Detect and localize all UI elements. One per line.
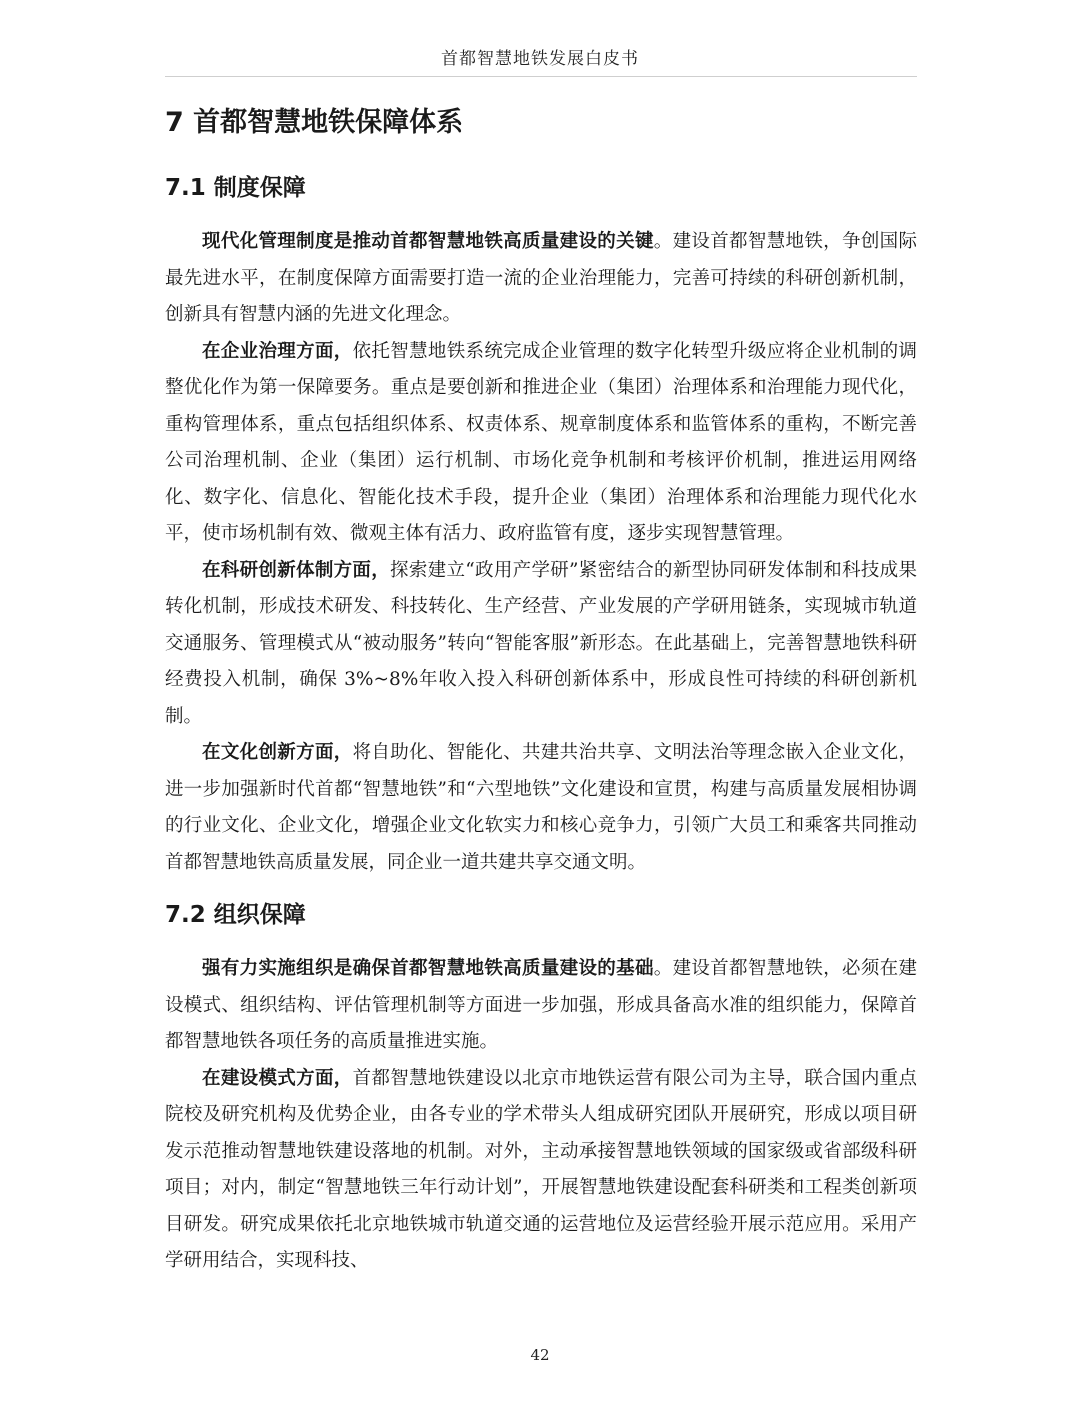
paragraph-text: 将自助化、智能化、共建共治共享、文明法治等理念嵌入企业文化，进一步加强新时代首都“智慧地铁”和“六型地铁”文化建设和宣贯，构建与高质量发展相协调的行业文化、企业文化，增强企业文化软实力和核心竞争力，引领广大员工和乘客共同推动首都智慧地铁高质量发展，同企业一道共建共享交通文明。	[165, 742, 917, 873]
paragraph-text: 。建设首都智慧地铁，必须在建设模式、组织结构、评估管理机制等方面进一步加强，形成具备高水准的组织能力，保障首都智慧地铁各项任务的高质量推进实施。	[165, 958, 917, 1052]
paragraph-lead: 在企业治理方面，	[202, 340, 353, 362]
paragraph	[165, 735, 917, 881]
section-title-7-1: 7.1 制度保障	[165, 175, 306, 201]
paragraph-lead: 在科研创新体制方面，	[202, 559, 391, 581]
chapter-title: 7 首都智慧地铁保障体系	[165, 107, 464, 138]
section-body-7-2	[165, 951, 917, 1280]
paragraph-lead: 强有力实施组织是确保首都智慧地铁高质量建设的基础	[202, 958, 654, 979]
page-content	[165, 100, 917, 1280]
paragraph-lead: 在文化创新方面，	[202, 742, 353, 763]
paragraph-text: 。建设首都智慧地铁，争创国际最先进水平，在制度保障方面需要打造一流的企业治理能力，完善可持续的科研创新机制，创新具有智慧内涵的先进文化理念。	[165, 231, 917, 325]
section-title-7-2: 7.2 组织保障	[165, 902, 306, 928]
paragraph-lead: 现代化管理制度是推动首都智慧地铁高质量建设的关键	[202, 231, 654, 252]
section-body-7-1	[165, 224, 917, 881]
paragraph-text: 依托智慧地铁系统完成企业管理的数字化转型升级应将企业机制的调整优化作为第一保障要务。重点是要创新和推进企业（集团）治理体系和治理能力现代化，重构管理体系，重点包括组织体系、权责体系、规章制度体系和监管体系的重构，不断完善公司治理机制、企业（集团）运行机制、市场化竞争机制和考核评价机制，推进运用网络化、数字化、信息化、智能化技术手段，提升企业（集团）治理体系和治理能力现代化水平，使市场机制有效、微观主体有活力、政府监管有度，逐步实现智慧管理。	[165, 340, 917, 544]
page-number: 42	[530, 1346, 550, 1364]
paragraph	[165, 224, 917, 334]
header-divider	[165, 76, 917, 77]
paragraph-text: 首都智慧地铁建设以北京市地铁运营有限公司为主导，联合国内重点院校及研究机构及优势企业，由各专业的学术带头人组成研究团队开展研究，形成以项目研发示范推动智慧地铁建设落地的机制。对外，主动承接智慧地铁领域的国家级或省部级科研项目；对内，制定“智慧地铁三年行动计划”，开展智慧地铁建设配套科研类和工程类创新项目研发。研究成果依托北京地铁城市轨道交通的运营地位及运营经验开展示范应用。采用产学研用结合，实现科技、	[165, 1067, 917, 1271]
paragraph	[165, 951, 917, 1061]
paragraph	[165, 1061, 917, 1280]
paragraph-lead: 在建设模式方面，	[202, 1067, 353, 1089]
running-header: 首都智慧地铁发展白皮书	[441, 49, 639, 69]
paragraph-text: 探索建立“政用产学研”紧密结合的新型协同研发体制和科技成果转化机制，形成技术研发、科技转化、生产经营、产业发展的产学研用链条，实现城市轨道交通服务、管理模式从“被动服务”转向“智能客服”新形态。在此基础上，完善智慧地铁科研经费投入机制，确保 3%~8%年收入投入科研创新体系中，形成良性可持续的科研创新机制。	[165, 559, 917, 727]
paragraph	[165, 334, 917, 553]
paragraph	[165, 553, 917, 736]
